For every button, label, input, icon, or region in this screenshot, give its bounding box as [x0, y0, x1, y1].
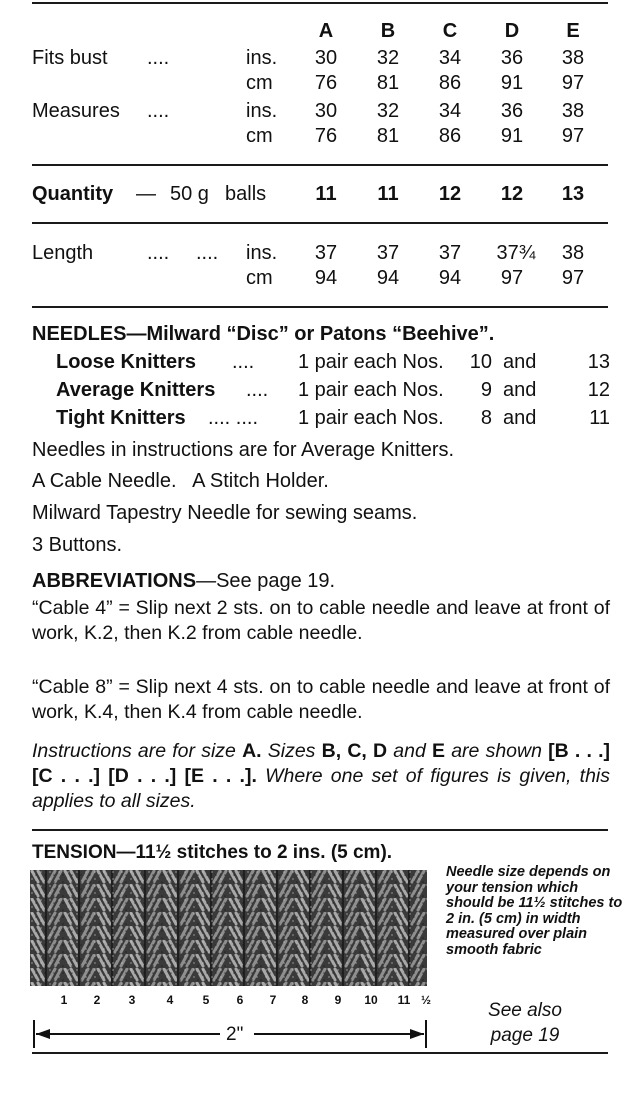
length-ins-label: ins.: [246, 242, 278, 264]
measures-ins-label: ins.: [246, 100, 278, 122]
length-ins-b: 37: [376, 242, 400, 264]
instructions-text-4: are shown: [445, 740, 549, 762]
fits-bust-cm-b: 81: [376, 72, 400, 94]
quantity-d: 12: [500, 183, 524, 205]
quantity-c: 12: [438, 183, 462, 205]
abbreviations-see: —See page 19.: [196, 570, 336, 592]
cable-4-definition: “Cable 4” = Slip next 2 sts. on to cable needle and leave at front of work, K.2, then K.2 from cable needle.: [32, 597, 610, 644]
instructions-size-a: A.: [242, 740, 262, 762]
fits-bust-cm-a: 76: [314, 72, 338, 94]
size-header-b: B: [380, 20, 396, 42]
bottom-rule: [32, 1052, 608, 1054]
instructions-text-3: and: [387, 740, 432, 762]
instructions-size-d: D: [373, 740, 388, 762]
quantity-unit: balls: [225, 183, 267, 205]
length-cm-d: 97: [500, 267, 524, 289]
quantity-a: 11: [315, 183, 337, 205]
buttons-line: 3 Buttons.: [32, 534, 123, 556]
fits-bust-ins-c: 34: [438, 47, 462, 69]
tight-knitters-n2: 11: [589, 407, 610, 429]
instructions-size-b: B,: [321, 740, 342, 762]
cable-needle-line: A Cable Needle. A Stitch Holder.: [32, 470, 329, 492]
length-cm-c: 94: [438, 267, 462, 289]
average-knitters-and: and: [503, 379, 537, 401]
needles-note: Needles in instructions are for Average Knitters.: [32, 439, 455, 461]
cable-8-definition: “Cable 8” = Slip next 4 sts. on to cable needle and leave at front of work, K.4, then K.4 from cable needle.: [32, 676, 610, 723]
ruler-number: 9: [334, 993, 342, 1007]
ruler-number: 7: [269, 993, 277, 1007]
quantity-dash: —: [136, 183, 156, 205]
average-knitters-text: 1 pair each Nos.: [298, 379, 444, 401]
tight-knitters-dots: .... ....: [208, 407, 259, 429]
average-knitters-dots: ....: [246, 379, 269, 401]
fits-bust-ins-e: 38: [561, 47, 585, 69]
ruler-number: 2: [93, 993, 101, 1007]
fits-bust-cm-label: cm: [246, 72, 273, 94]
measures-cm-e: 97: [561, 125, 585, 147]
size-header-c: C: [442, 20, 458, 42]
length-ins-d: 37¾: [496, 242, 536, 264]
fits-bust-ins-d: 36: [500, 47, 524, 69]
measures-ins-c: 34: [438, 100, 462, 122]
measures-cm-b: 81: [376, 125, 400, 147]
quantity-amount: 50 g: [170, 183, 209, 205]
quantity-e: 13: [561, 183, 585, 205]
rule-after-measures: [32, 164, 608, 166]
ruler-number: 10: [364, 993, 378, 1007]
see-also-text: See also: [488, 1000, 562, 1021]
length-dots-1: ....: [147, 242, 170, 264]
loose-knitters-n2: 13: [587, 351, 610, 373]
loose-knitters-n1: 10: [469, 351, 492, 373]
tight-knitters-label: Tight Knitters: [56, 407, 186, 429]
knitted-swatch-image: [30, 870, 427, 986]
fits-bust-cm-c: 86: [438, 72, 462, 94]
measures-cm-a: 76: [314, 125, 338, 147]
size-header-a: A: [318, 20, 334, 42]
length-ins-e: 38: [561, 242, 585, 264]
measures-cm-label: cm: [246, 125, 273, 147]
length-ins-c: 37: [438, 242, 462, 264]
top-rule: [32, 2, 608, 4]
see-also-page: page 19: [490, 1025, 560, 1046]
ruler-number: 3: [128, 993, 136, 1007]
average-knitters-n2: 12: [587, 379, 610, 401]
loose-knitters-and: and: [503, 351, 537, 373]
size-header-e: E: [566, 20, 580, 42]
size-header-d: D: [504, 20, 520, 42]
tapestry-needle-line: Milward Tapestry Needle for sewing seams.: [32, 502, 418, 524]
average-knitters-label: Average Knitters: [56, 379, 216, 401]
fits-bust-label: Fits bust: [32, 47, 108, 69]
fits-bust-ins-label: ins.: [246, 47, 278, 69]
length-cm-a: 94: [314, 267, 338, 289]
instructions-text-1: Instructions are for size: [32, 740, 243, 762]
measures-dots: ....: [147, 100, 170, 122]
instructions-text-2: Sizes: [261, 740, 322, 762]
tight-knitters-and: and: [503, 407, 537, 429]
tight-knitters-n1: 8: [480, 407, 492, 429]
loose-knitters-dots: ....: [232, 351, 255, 373]
loose-knitters-text: 1 pair each Nos.: [298, 351, 444, 373]
ruler-number: 6: [236, 993, 244, 1007]
rule-after-length: [32, 306, 608, 308]
measures-ins-b: 32: [376, 100, 400, 122]
length-cm-b: 94: [376, 267, 400, 289]
needles-heading: NEEDLES—Milward “Disc” or Patons “Beehive”.: [32, 323, 495, 345]
measures-ins-d: 36: [500, 100, 524, 122]
tension-note: Needle size depends on your tension which should be 11½ stitches to 2 in. (5 cm) in width measured over plain smooth fabric: [446, 864, 623, 958]
rule-before-tension: [32, 829, 608, 831]
ruler-number: 5: [202, 993, 210, 1007]
fits-bust-ins-b: 32: [376, 47, 400, 69]
average-knitters-n1: 9: [480, 379, 492, 401]
rule-after-quantity: [32, 222, 608, 224]
abbreviations-heading: ABBREVIATIONS: [32, 570, 197, 592]
length-label: Length: [32, 242, 94, 264]
measure-label: 2": [226, 1024, 244, 1045]
fits-bust-ins-a: 30: [314, 47, 338, 69]
measures-ins-a: 30: [314, 100, 338, 122]
ruler-number: ½: [420, 993, 431, 1007]
tension-heading: TENSION—11½ stitches to 2 ins. (5 cm).: [32, 842, 393, 863]
instructions-text-5: Where one set of figures is given, this applies to all sizes.: [32, 765, 610, 812]
tight-knitters-text: 1 pair each Nos.: [298, 407, 444, 429]
instructions-paragraph: [32, 739, 610, 814]
ruler-number: 11: [397, 993, 411, 1007]
length-cm-e: 97: [561, 267, 585, 289]
measures-cm-c: 86: [438, 125, 462, 147]
quantity-b: 11: [377, 183, 399, 205]
fits-bust-cm-d: 91: [500, 72, 524, 94]
fits-bust-cm-e: 97: [561, 72, 585, 94]
instructions-size-c: C,: [347, 740, 367, 762]
loose-knitters-label: Loose Knitters: [56, 351, 197, 373]
instructions-brackets: [B . . .] [C . . .] [D . . .] [E . . .].: [32, 740, 610, 787]
length-ins-a: 37: [314, 242, 338, 264]
ruler-number: 8: [301, 993, 309, 1007]
ruler-number: 4: [166, 993, 174, 1007]
quantity-label: Quantity: [32, 183, 114, 205]
abbreviations-line: [32, 569, 335, 593]
length-cm-label: cm: [246, 267, 273, 289]
measures-ins-e: 38: [561, 100, 585, 122]
fits-bust-dots: ....: [147, 47, 170, 69]
length-dots-2: ....: [196, 242, 219, 264]
ruler-number: 1: [60, 993, 68, 1007]
measures-label: Measures: [32, 100, 120, 122]
measures-cm-d: 91: [500, 125, 524, 147]
instructions-size-e: E: [432, 740, 446, 762]
